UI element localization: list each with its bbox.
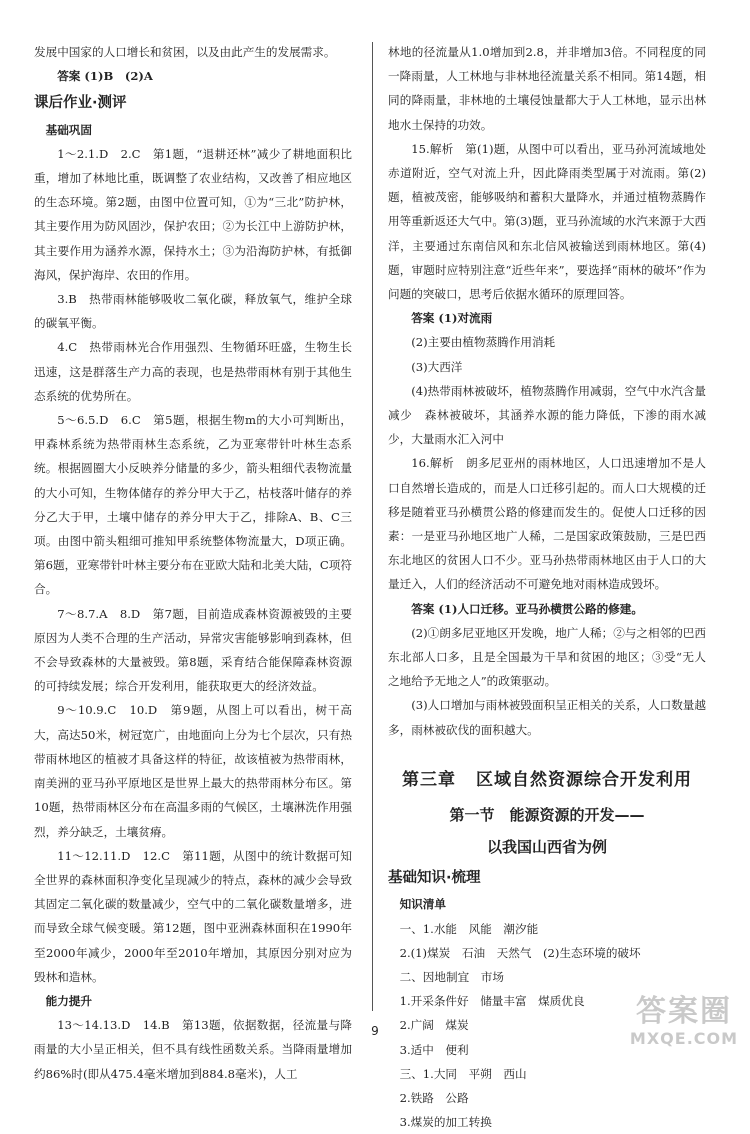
column-divider (372, 42, 373, 1011)
paragraph: 林地的径流量从1.0增加到2.8，并非增加3倍。不同程度的同一降雨量，人工林地与非林地径流量关系不相同。第14题，相同的降雨量，非林地的土壤侵蚀量都大于人工林地，显示出林地水土保持的功效。 (388, 45, 706, 132)
list-item: 三、1.大同 平朔 西山 (399, 1066, 527, 1081)
list-item: 2.铁路 公路 (399, 1090, 469, 1105)
answer-q4: 4.C 热带雨林光合作用强烈、生物循环旺盛，生物生长迅速，这是群落生产力高的表现，也是热带雨林有别于其他生态系统的优势所在。 (34, 340, 352, 403)
answer-q5-6: 5～6.5.D 6.C 第5题，根据生物m的大小可判断出，甲森林系统为热带雨林生态系统，乙为亚寒带针叶林生态系统。根据圆圈大小反映养分储量的多少，箭头粗细代表物流量的大小可知，生物体储存的养分甲大于乙，枯枝落叶储存的养分乙大于甲，土壤中储存的养分甲大于乙，排除A、B、C三项。由图中箭头粗细可推知甲系统整体物流量大，D项正确。第6题，亚寒带针叶林主要分布在亚欧大陆和北美大陆，C项符合。 (34, 413, 352, 597)
answer-q3: 3.B 热带雨林能够吸收二氧化碳，释放氧气，维护全球的碳氧平衡。 (34, 292, 352, 331)
answer-line: (2)①朗多尼亚地区开发晚，地广人稀；②与之相邻的巴西东北部人口多，且是全国最为干旱和贫困的地区；③受“无人之地给予无地之人”的政策驱动。 (388, 625, 706, 689)
answer-line: (2)主要由植物蒸腾作用消耗 (411, 335, 556, 350)
answer-line: 答案 (1)B (2)A (57, 69, 153, 84)
answer-line: (3)人口增加与雨林被毁面积呈正相关的关系，人口数量越多，雨林被砍伐的面积越大。 (388, 698, 706, 737)
answer-line: (4)热带雨林被破坏，植物蒸腾作用减弱，空气中水汽含量减少 森林被破坏，其涵养水源的能力降低，下渗的雨水减少，大量雨水汇入河中 (388, 383, 706, 447)
watermark-url: MXQE.COM (629, 1029, 739, 1048)
left-column (34, 40, 352, 1086)
page-number: 9 (371, 1024, 379, 1038)
subheading-basic: 基础巩固 (45, 122, 92, 137)
lesson-title-line1: 第一节 能源资源的开发—— (449, 806, 645, 825)
list-item: 3.煤炭的加工转换 (399, 1115, 492, 1130)
answer-line: (3)大西洋 (411, 359, 463, 374)
section-heading-basic-knowledge: 基础知识·梳理 (388, 870, 481, 887)
list-item: 一、1.水能 风能 潮汐能 (399, 921, 539, 936)
right-column (388, 40, 706, 1134)
answer-q13-14: 13～14.13.D 14.B 第13题，依据数据，径流量与降雨量的大小呈正相关，但不具有线性函数关系。当降雨量增加约86%时(即从475.4毫米增加到884.8毫米)，人工 (34, 1018, 352, 1081)
section-heading-homework: 课后作业·测评 (34, 95, 127, 112)
lesson-title-line2: 以我国山西省为例 (486, 838, 607, 857)
paragraph: 发展中国家的人口增长和贫困，以及由此产生的发展需求。 (34, 45, 336, 59)
answer-line: 答案 (1)对流雨 (411, 311, 493, 326)
subheading-knowledge-list: 知识清单 (399, 897, 446, 912)
list-item: 3.适中 便利 (399, 1042, 469, 1057)
chapter-number: 第三章 (402, 769, 456, 790)
list-item: 二、因地制宜 市场 (399, 969, 504, 984)
list-item: 1.开采条件好 储量丰富 煤质优良 (399, 994, 585, 1009)
watermark-text: 答案圈 (636, 994, 732, 1029)
answer-q15: 15.解析 第(1)题，从图中可以看出，亚马孙河流域地处赤道附近，空气对流上升，因此降雨类型属于对流雨。第(2)题，植被茂密，能够吸纳和蓄积大量降水，并通过植物蒸腾作用等重新返还大气中。第(3)题，亚马孙流域的水汽来源于大西洋，主要通过东南信风和东北信风被输送到雨林地区。第(4)题，审题时应特别注意“近些年来”，要选择“雨林的破坏”作为问题的突破口，思考后依据水循环的原理回答。 (388, 141, 706, 302)
answer-q9-10: 9～10.9.C 10.D 第9题，从图上可以看出，树干高大，高达50米，树冠宽广，由地面向上分为七个层次，只有热带雨林地区的植被才具备这样的特征，故该植被为热带雨林，南美洲的亚马孙平原地区是世界上最大的热带雨林分布区。第10题，热带雨林区分布在高温多雨的气候区，土壤淋洗作用强烈，养分缺乏，土壤贫瘠。 (34, 703, 352, 839)
list-item: 2.(1)煤炭 石油 天然气 (2)生态环境的破坏 (399, 945, 641, 960)
answer-q1-2: 1～2.1.D 2.C 第1题，“退耕还林”减少了耕地面积比重，增加了林地比重，既调整了农业结构，又改善了相应地区的生态环境。第2题，由图中位置可知，①为“三北”防护林，其主要作用为防风固沙，保护农田；②为长江中上游防护林，其主要作用为涵养水源，保持水土；③为沿海防护林，有抵御海风，保护海岸、农田的作用。 (34, 146, 352, 282)
answer-q16: 16.解析 朗多尼亚州的雨林地区，人口迅速增加不是人口自然增长造成的，而是人口迁移引起的。而人口大规模的迁移是随着亚马孙横贯公路的修建而发生的。促使人口迁移的因素：一是亚马孙地区地广人稀，二是国家政策鼓励，三是巴西东北地区的贫困人口不少。亚马孙热带雨林地区由于人口的大量迁入，人们的经济活动不可避免地对雨林造成毁坏。 (388, 456, 706, 592)
watermark-logo (628, 995, 740, 1055)
subheading-ability: 能力提升 (45, 993, 92, 1008)
chapter-title (388, 768, 706, 792)
answer-line: 答案 (1)人口迁移。亚马孙横贯公路的修建。 (411, 601, 643, 616)
answer-q11-12: 11～12.11.D 12.C 第11题，从图中的统计数据可知全世界的森林面积净变化呈现减少的特点，森林的减少会导致其固定二氧化碳的数量减少，空气中的二氧化碳数量增多，进而导致全球气候变暖。第12题，图中亚洲森林面积在1990年至2000年减少，2000年至2010年增加，其原因分别对应为毁林和造林。 (34, 848, 352, 984)
chapter-name: 区域自然资源综合开发利用 (476, 769, 692, 790)
list-item: 2.广阔 煤炭 (399, 1018, 469, 1033)
answer-q7-8: 7～8.7.A 8.D 第7题，目前造成森林资源被毁的主要原因为人类不合理的生产活动，异常灾害能够影响到森林，但不会导致森林的大量被毁。第8题，采育结合能保障森林资源的可持续发展；综合开发利用，能获取更大的经济效益。 (34, 606, 352, 694)
